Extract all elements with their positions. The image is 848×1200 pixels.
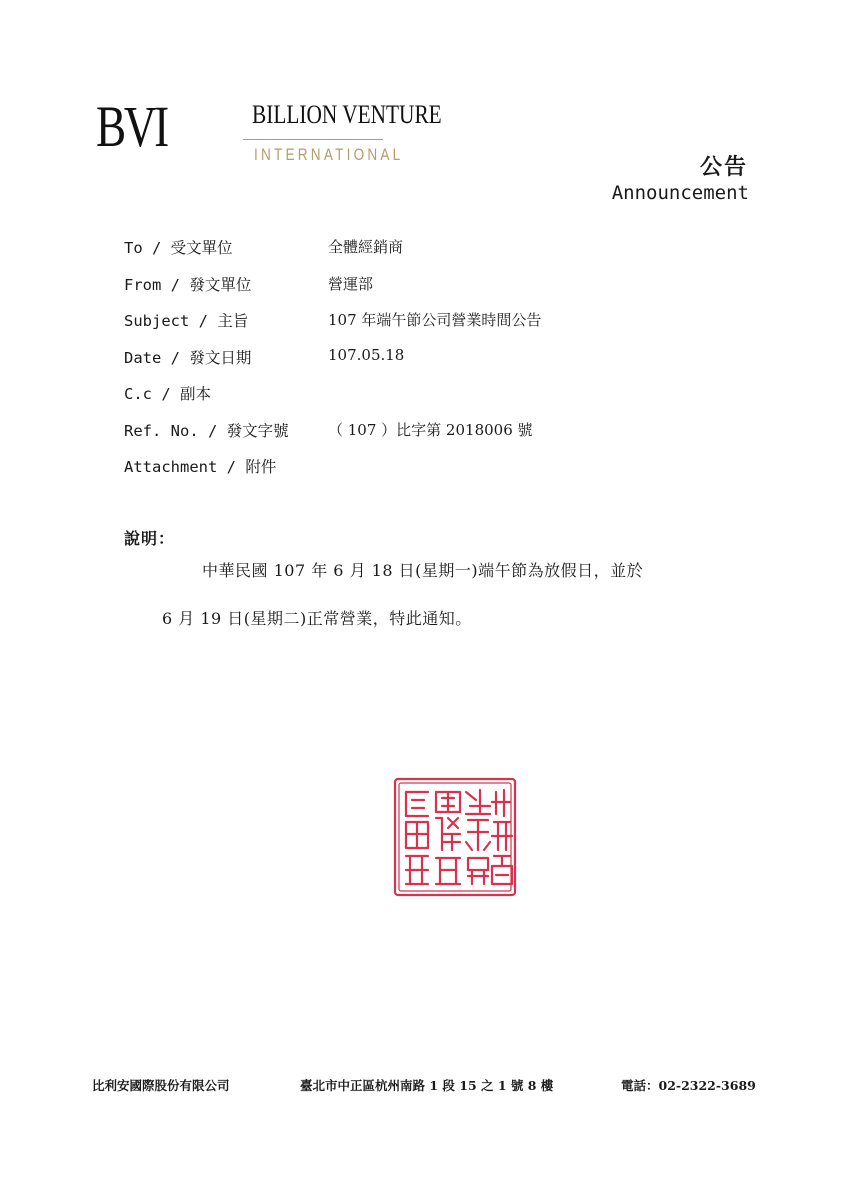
field-row-cc [124,382,684,419]
logo-subtitle: INTERNATIONAL [254,145,404,164]
field-label: Date / 發文日期 [124,348,252,367]
note-body-line: 中華民國 107 年 6 月 18 日(星期一)端午節為放假日，並於 [202,561,644,580]
field-label: To / 受文單位 [124,239,233,257]
logo-company-name: BILLION VENTURE [252,100,442,129]
note-heading: 說明： [124,529,176,548]
footer-address: 臺北市中正區杭州南路 1 段 15 之 1 號 8 樓 [300,1078,554,1093]
field-value: 營運部 [328,274,374,293]
field-value: 107 年端午節公司營業時間公告 [328,311,542,329]
logo-mark: BVI [96,94,167,159]
footer-company-name: 比利安國際股份有限公司 [92,1078,230,1093]
document-title-zh: 公告 [699,154,748,180]
document-title-en: Announcement [611,182,749,204]
footer [92,1076,756,1096]
logo-divider [243,139,383,140]
field-label: Ref. No. / 發文字號 [124,421,289,440]
field-row-ref-no [124,419,684,456]
field-row-date [124,346,684,383]
header-fields [124,236,684,492]
company-seal [392,776,518,898]
field-label: Subject / 主旨 [124,312,249,330]
company-logo [96,94,442,176]
footer-phone: 電話：02-2322-3689 [621,1078,756,1093]
field-value: 107.05.18 [328,345,405,364]
field-row-to [124,236,684,273]
field-label: Attachment / 附件 [124,458,277,476]
field-label: C.c / 副本 [124,385,211,403]
field-value: （ 107 ）比字第 2018006 號 [328,420,533,439]
field-row-subject [124,309,684,346]
field-value: 全體經銷商 [328,238,404,256]
field-row-from [124,273,684,310]
note-body-line: 6 月 19 日(星期二)正常營業，特此通知。 [162,609,472,628]
field-row-attachment [124,455,684,492]
field-label: From / 發文單位 [124,275,252,294]
